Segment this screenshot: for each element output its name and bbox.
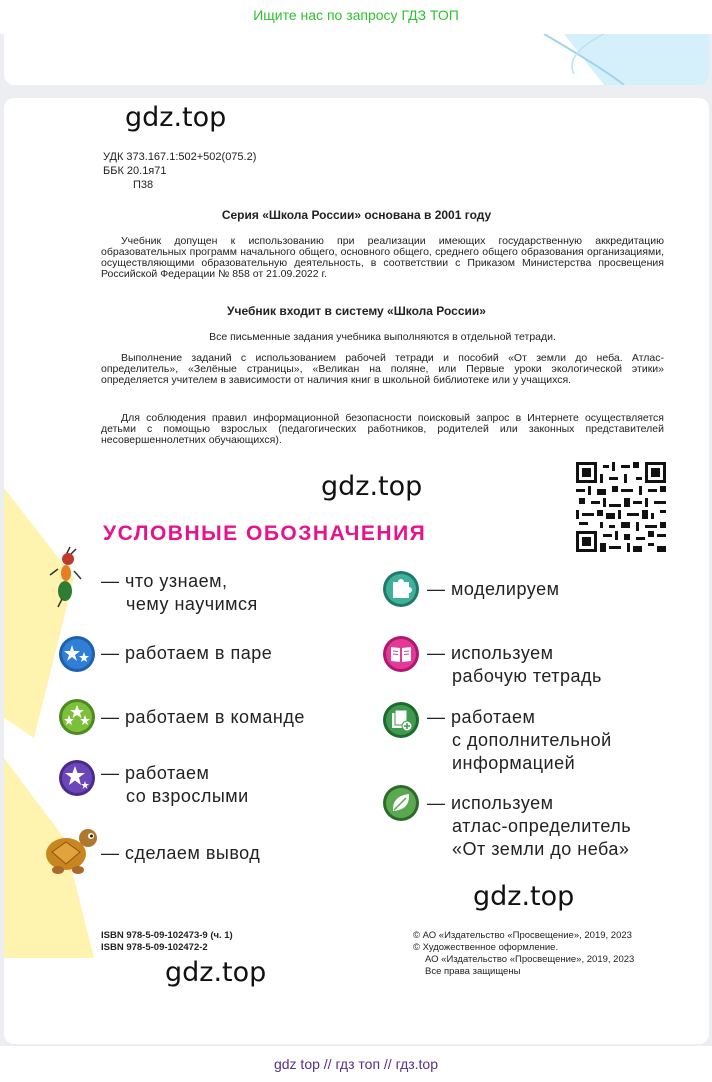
legend-item-text: со взрослыми [126,786,249,806]
copyright-line: АО «Издательство «Просвещение», 2019, 2023 [425,954,635,965]
ant-icon [48,545,84,609]
legend-item-atlas [427,792,631,861]
legend-item-model [427,578,559,601]
cover-decoration [4,34,709,85]
legend-item-text: чему научимся [126,594,258,614]
legend-item-workbook [427,642,602,688]
system-line: Учебник входит в систему «Школа России» [227,304,486,318]
watermark: gdz.top [165,957,267,988]
legend-item-text: — используем [427,643,554,663]
legend-item-adults [101,762,249,808]
legend-item-learn [101,570,258,616]
note-2: Выполнение заданий с использованием рабочей тетради и пособий «От земли до неба. Атлас-определитель», «Зелёные страницы», «Великан на поляне, или Первые уроки экологической этики» определяется учителем в зависимости от наличия книг в школьной библиотеке или у учащихся. [101,352,664,386]
book-page [4,98,709,1044]
isbn-line: ISBN 978-5-09-102472-2 [101,942,208,953]
note-1: Все письменные задания учебника выполняются в отдельной тетради. [209,331,556,343]
legend-item-text: — работаем в команде [101,707,305,727]
extra-info-icon [382,701,420,739]
legend-item-text: рабочую тетрадь [452,666,602,686]
puzzle-icon [382,570,420,608]
bbk-code: ББК 20.1я71 [103,165,167,177]
legend-item-text: — работаем [101,763,210,783]
legend-item-extra-info [427,706,612,775]
legend-item-text: — моделируем [427,579,560,599]
watermark: gdz.top [125,102,227,133]
pair-stars-icon [58,635,96,673]
workbook-icon [382,635,420,673]
legend-item-text: — что узнаем, [101,571,228,591]
banner-link[interactable]: Ищите нас по запросу ГДЗ ТОП [253,7,459,23]
series-line: Серия «Школа России» основана в 2001 году [221,208,492,222]
legend-item-pair [101,642,272,665]
copyright-block [413,930,634,978]
copyright-line: © Художественное оформление. [413,942,559,953]
legend-item-text: с дополнительной [452,730,612,750]
bottom-links-bar [0,1046,712,1082]
legend-item-team [101,706,305,729]
legend-item-text: «От земли до неба» [452,839,630,859]
legend-item-text: — используем [427,793,554,813]
legend-item-text: информацией [452,753,576,773]
leaf-icon [382,784,420,822]
copyright-line: Все права защищены [425,966,521,977]
legend-item-text: — работаем в паре [101,643,273,663]
watermark: gdz.top [473,881,575,912]
copyright-line: © АО «Издательство «Просвещение», 2019, 2023 [413,930,632,941]
legend-title: УСЛОВНЫЕ ОБОЗНАЧЕНИЯ [103,522,427,545]
udk-code: УДК 373.167.1:502+502(075.2) [103,151,257,163]
watermark: gdz.top [321,471,423,502]
author-code: П38 [133,179,154,191]
legend-item-conclusion [101,842,260,865]
qr-code-image[interactable] [576,462,666,552]
adult-star-icon [58,759,96,797]
approval-text: Учебник допущен к использованию при реализации имеющих государственную аккредитацию образовательных программ начального общего, основного общего, среднего общего образования организациями, осуществляющими образовательную деятельность, в соответствии с Приказом Министерства просвещения Российской Федерации № 858 от 21.09.2022 г. [101,235,664,280]
isbn-line: ISBN 978-5-09-102473-9 (ч. 1) [101,930,233,941]
legend-item-text: атлас-определитель [452,816,632,836]
previous-page-card [4,34,709,85]
turtle-icon [44,822,100,878]
legend-item-text: — работаем [427,707,536,727]
top-banner [0,0,712,34]
legend-item-text: — сделаем вывод [101,843,261,863]
isbn-block [101,930,233,954]
note-3: Для соблюдения правил информационной безопасности поисковый запрос в Интернете осуществляется детьми с помощью взрослых (педагогических работников, родителей или законных представителей несовершеннолетних обучающихся). [101,412,664,446]
team-stars-icon [58,698,96,736]
bottom-links[interactable]: gdz top // гдз топ // гдз.top [273,1056,439,1072]
